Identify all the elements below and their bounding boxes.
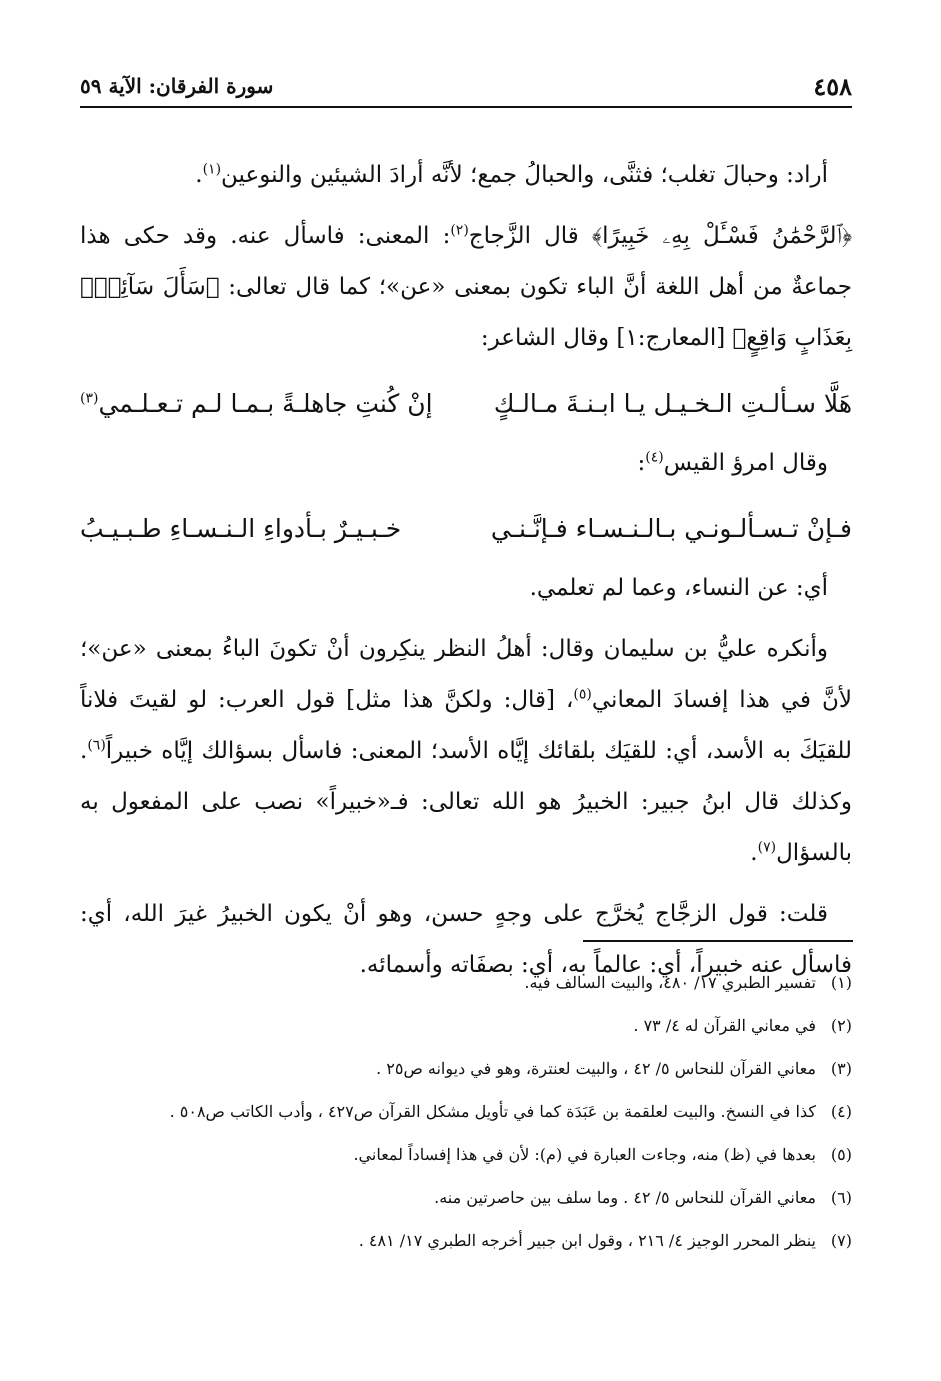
footnote-item — [80, 1144, 852, 1166]
footnote-number: (٣) — [830, 1059, 852, 1078]
paragraph-2-text-c: [المعارج:١] وقال الشاعر: — [480, 325, 733, 351]
footnote-item — [80, 1101, 852, 1123]
paragraph-1 — [80, 150, 852, 201]
paragraph-4-text: أي: عن النساء، وعما لم تعلمي. — [529, 575, 828, 601]
footnote-number: (١) — [830, 973, 852, 992]
paragraph-3-text: وقال امرؤ القيس — [663, 450, 828, 476]
verse-2-second-hemistich: خـبـيـرٌ بـأدواءِ الـنـسـاءِ طـبـيـبُ — [80, 514, 402, 543]
running-head: سورة الفرقان: الآية ٥٩ — [80, 74, 274, 98]
footnote-ref-6: (٦) — [87, 737, 106, 754]
footnote-text: تفسير الطبري ١٧/ ٤٨٠، والبيت السالف فيه. — [524, 973, 816, 992]
footnote-ref-2: (٢) — [450, 222, 469, 239]
paragraph-5-text-b: ، [قال: ولكنَّ هذا مثل] قول العرب: لو لقيتَ فلاناً للقيَكَ به الأسد، أي: للقيَك بلقائك إيَّاه الأسد؛ المعنى: فاسأل بسؤالك إيَّاه خبيراً — [80, 687, 852, 764]
footnote-ref-3: (٣) — [80, 390, 99, 407]
verse-1-second-text: إنْ كُنتِ جاهلـةً بـمـا لـم تـعـلـمي — [98, 389, 433, 418]
footnote-number: (٢) — [830, 1016, 852, 1035]
quran-quote-2: ﴿سَأَلَ سَآئِلٌۢ بِعَذَابٍ وَاقِعٍ﴾ — [80, 274, 852, 351]
paragraph-4 — [80, 563, 852, 614]
page-header — [80, 72, 852, 108]
footnotes — [80, 972, 852, 1273]
footnote-item — [80, 1058, 852, 1080]
paragraph-5 — [80, 624, 852, 879]
verse-2 — [80, 499, 852, 559]
footnote-text: كذا في النسخ. والبيت لعلقمة بن عَبَدَة كما في تأويل مشكل القرآن ص٤٢٧ ، وأدب الكاتب ص٥٠٨ . — [169, 1102, 816, 1121]
footnote-number: (٦) — [830, 1188, 852, 1207]
footnote-item — [80, 1187, 852, 1209]
footnote-ref-1: (١) — [202, 161, 222, 178]
verse-1-second-hemistich — [80, 374, 433, 434]
paragraph-6-text: قلت: قول الزجَّاج يُخرَّج على وجهٍ حسن، وهو أنْ يكون الخبيرُ غيرَ الله، أي: فاسأل عنه خبيراً، أي: عالماً به، أي: بصفَاته وأسمائه. — [80, 901, 852, 978]
footnote-text: معاني القرآن للنحاس ٥/ ٤٢ . وما سلف بين حاصرتين منه. — [434, 1188, 816, 1207]
paragraph-1-text: أراد: وحبالَ تغلب؛ فثنَّى، والحبالُ جمع؛ لأنَّه أرادَ الشيئين والنوعين — [221, 162, 828, 188]
footnote-item — [80, 972, 852, 994]
footnote-text: ينظر المحرر الوجيز ٤/ ٢١٦ ، وقول ابن جبير أخرجه الطبري ١٧/ ٤٨١ . — [358, 1231, 816, 1250]
paragraph-2-text-b: : المعنى: فاسأل عنه. وقد حكى هذا جماعةٌ من أهل اللغة أنَّ الباء تكون بمعنى «عن»؛ كما قال تعالى: — [80, 223, 852, 300]
paragraph-5-text-c: . وكذلك قال ابنُ جبير: الخبيرُ هو الله تعالى: فـ«خبيراً» نصب على المفعول به بالسؤال — [80, 738, 852, 866]
paragraph-5-end: . — [750, 840, 758, 866]
footnote-text: معاني القرآن للنحاس ٥/ ٤٢ ، والبيت لعنترة، وهو في ديوانه ص٢٥ . — [376, 1059, 816, 1078]
paragraph-2 — [80, 211, 852, 364]
paragraph-3-end: : — [637, 450, 646, 476]
main-text — [80, 150, 852, 1001]
paragraph-2-text-a: قال الزَّجاج — [468, 223, 592, 249]
paragraph-3 — [80, 438, 852, 489]
verse-2-first-hemistich: فـإنْ تـسـألـونـي بـالـنـسـاء فـإنَّـنـي — [490, 514, 852, 543]
verse-1-first-hemistich: هَلَّا سـألـتِ الـخـيـل يـا ابـنـةَ مـالـكٍ — [493, 389, 852, 418]
footnote-number: (٤) — [830, 1102, 852, 1121]
footnote-item — [80, 1015, 852, 1037]
footnote-number: (٥) — [830, 1145, 852, 1164]
footnote-ref-5: (٥) — [573, 686, 592, 703]
paragraph-5-text-a: وأنكره عليُّ بن سليمان وقال: أهلُ النظر ينكِرون أنْ تكونَ الباءُ بمعنى «عن»؛ لأنَّ في هذا إفسادَ المعاني — [80, 636, 852, 713]
footnote-text: بعدها في (ظ) منه، وجاءت العبارة في (م): لأن في هذا إفساداً لمعاني. — [353, 1145, 816, 1164]
footnote-text: في معاني القرآن له ٤/ ٧٣ . — [633, 1016, 816, 1035]
footnote-ref-7: (٧) — [757, 839, 777, 856]
paragraph-1-end: . — [195, 162, 203, 188]
footnote-number: (٧) — [830, 1231, 852, 1250]
page-number: ٤٥٨ — [813, 72, 852, 101]
quran-quote-1: ﴿ٱلرَّحْمَٰنُ فَسْـَٔلْ بِهِۦ خَبِيرًا﴾ — [591, 223, 853, 249]
footnote-item — [80, 1230, 852, 1252]
footnote-ref-4: (٤) — [645, 449, 664, 466]
footnote-separator — [583, 940, 853, 942]
verse-1 — [80, 374, 852, 434]
